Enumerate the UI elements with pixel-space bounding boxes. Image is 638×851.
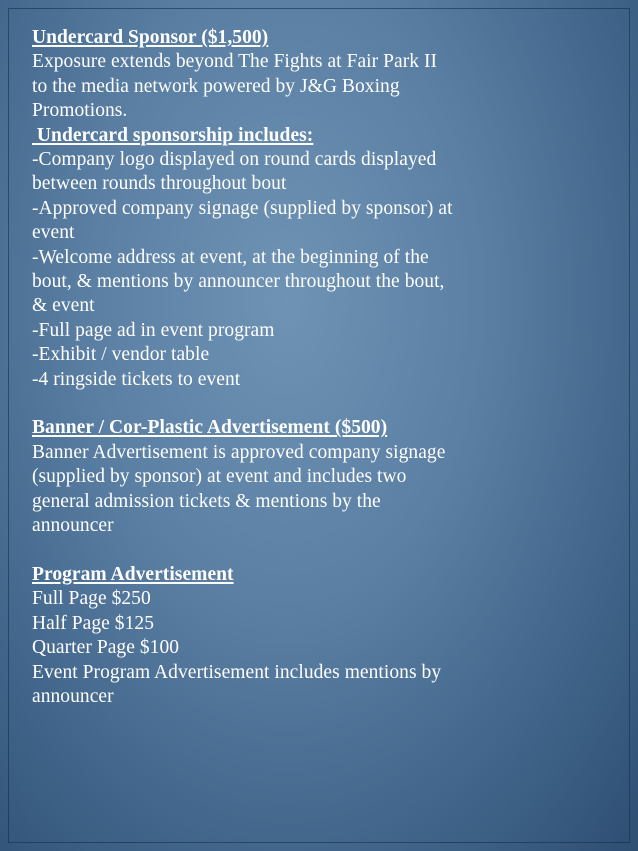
undercard-item-line: -Approved company signage (supplied by sponsor) at (32, 197, 453, 219)
undercard-item-line: -4 ringside tickets to event (32, 368, 241, 390)
program-body-line: Event Program Advertisement includes mentions by (32, 661, 442, 683)
undercard-sponsor-heading: Undercard Sponsor ($1,500) (32, 27, 269, 48)
banner-advertisement-section (32, 416, 612, 538)
undercard-item-line: -Welcome address at event, at the beginning of the (32, 246, 429, 268)
program-price-full-page: Full Page $250 (32, 588, 151, 610)
undercard-sponsor-section (32, 26, 612, 392)
undercard-item-line: -Full page ad in event program (32, 319, 275, 341)
banner-advertisement-heading: Banner / Cor-Plastic Advertisement ($500) (32, 417, 388, 439)
slide-content (32, 26, 612, 709)
banner-body-line: (supplied by sponsor) at event and includes two (32, 466, 407, 488)
program-advertisement-heading: Program Advertisement (32, 563, 234, 585)
undercard-intro-line: Promotions. (32, 100, 128, 122)
banner-body-line: general admission tickets & mentions by the (32, 490, 381, 512)
undercard-item-line: bout, & mentions by announcer throughout the bout, (32, 271, 445, 293)
banner-body-line: announcer (32, 515, 114, 537)
program-body-line: announcer (32, 685, 114, 707)
undercard-item-line: -Company logo displayed on round cards displayed (32, 149, 437, 171)
program-advertisement-section (32, 563, 612, 709)
undercard-intro-line: to the media network powered by J&G Boxing (32, 75, 400, 97)
undercard-item-line: event (32, 222, 75, 244)
program-price-half-page: Half Page $125 (32, 612, 155, 634)
undercard-item-line: & event (32, 295, 95, 317)
banner-body-line: Banner Advertisement is approved company signage (32, 441, 446, 463)
undercard-intro-line: Exposure extends beyond The Fights at Fair Park II (32, 51, 438, 73)
program-price-quarter-page: Quarter Page $100 (32, 637, 180, 659)
undercard-includes-heading: Undercard sponsorship includes: (32, 124, 314, 146)
undercard-item-line: -Exhibit / vendor table (32, 344, 210, 366)
undercard-item-line: between rounds throughout bout (32, 173, 287, 195)
